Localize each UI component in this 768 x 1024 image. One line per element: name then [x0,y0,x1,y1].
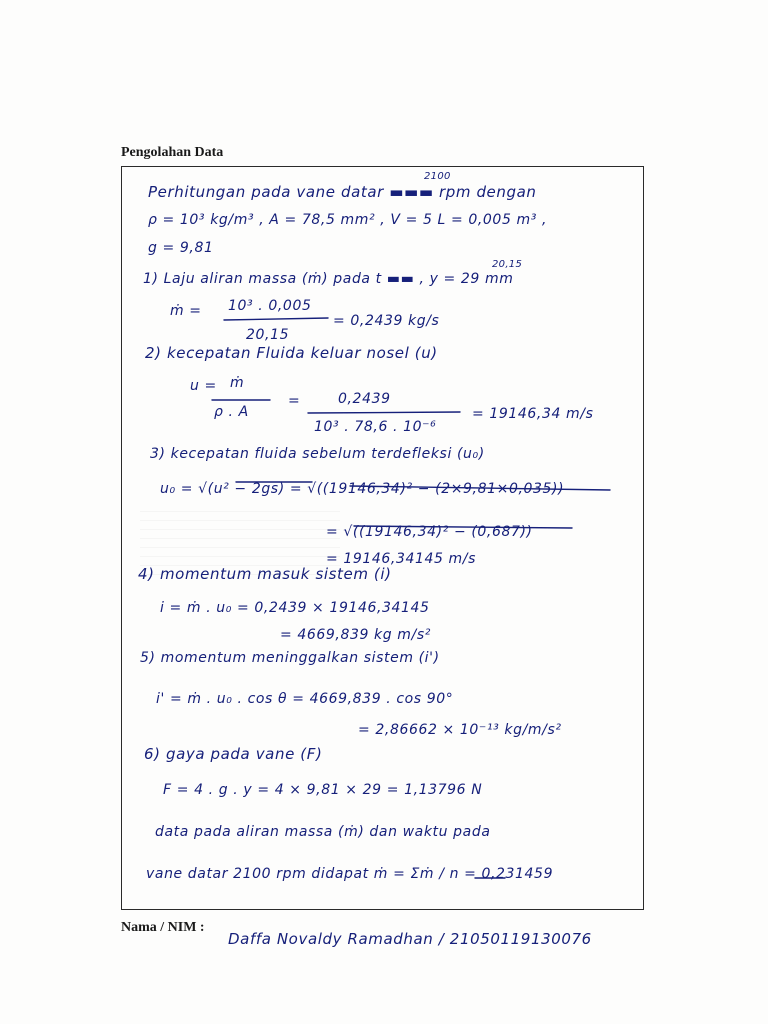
step-2-numerator-2: 0,2439 [338,391,391,407]
step-2-denominator-1: ρ . A [214,404,249,420]
step-3-line-2: = √((19146,34)² − (0,687)) [326,524,533,540]
intro-line-2: ρ = 10³ kg/m³ , A = 78,5 mm² , V = 5 L = 0,005 m³ , [148,212,548,228]
step-4-title: 4) momentum masuk sistem (i) [138,565,392,583]
step-4-line-1: i = ṁ . u₀ = 0,2439 × 19146,34145 [160,600,430,616]
step-5-title: 5) momentum meninggalkan sistem (i') [140,650,440,666]
step-2-denominator-2: 10³ . 78,6 . 10⁻⁶ [314,419,437,435]
time-annotation: 20,15 [492,259,523,270]
step-3-line-1: u₀ = √(u² − 2gs) = √((19146,34)² − (2×9,81×0,035)) [160,481,565,497]
step-5-line-1: i' = ṁ . u₀ . cos θ = 4669,839 . cos 90° [156,691,454,707]
rpm-annotation: 2100 [424,171,451,182]
step-2-lhs: u = [190,378,217,394]
step-3-title: 3) kecepatan fluida sebelum terdefleksi (u₀) [150,446,485,462]
page-heading: Pengolahan Data [121,145,224,160]
step-1-result: = 0,2439 kg/s [333,313,440,329]
step-5-line-2: = 2,86662 × 10⁻¹³ kg/m/s² [358,722,562,738]
signature-name: Daffa Novaldy Ramadhan / 21050119130076 [228,930,592,948]
step-6-line-1: F = 4 . g . y = 4 × 9,81 × 29 = 1,13796 N [163,782,483,798]
step-2-numerator-1: ṁ [230,375,245,391]
step-2-title: 2) kecepatan Fluida keluar nosel (u) [145,344,438,362]
step-3-line-3: = 19146,34145 m/s [326,551,477,567]
conclusion-line-1: data pada aliran massa (ṁ) dan waktu pada [155,824,491,840]
step-1-denominator: 20,15 [246,327,290,343]
step-1-lhs: ṁ = [170,303,202,319]
step-2-equals: = [288,393,301,409]
name-nim-label: Nama / NIM : [121,920,205,935]
intro-line-1: Perhitungan pada vane datar ▬▬▬ rpm dengan [148,183,537,201]
step-1-numerator: 10³ . 0,005 [228,298,312,314]
conclusion-line-2: vane datar 2100 rpm didapat ṁ = Σṁ / n = 0,231459 [146,866,554,882]
intro-line-3: g = 9,81 [148,240,214,256]
step-2-result: = 19146,34 m/s [472,406,594,422]
step-1-title: 1) Laju aliran massa (ṁ) pada t ▬▬ , y = 29 mm [143,271,514,287]
step-6-title: 6) gaya pada vane (F) [144,745,323,763]
step-4-line-2: = 4669,839 kg m/s² [280,627,431,643]
